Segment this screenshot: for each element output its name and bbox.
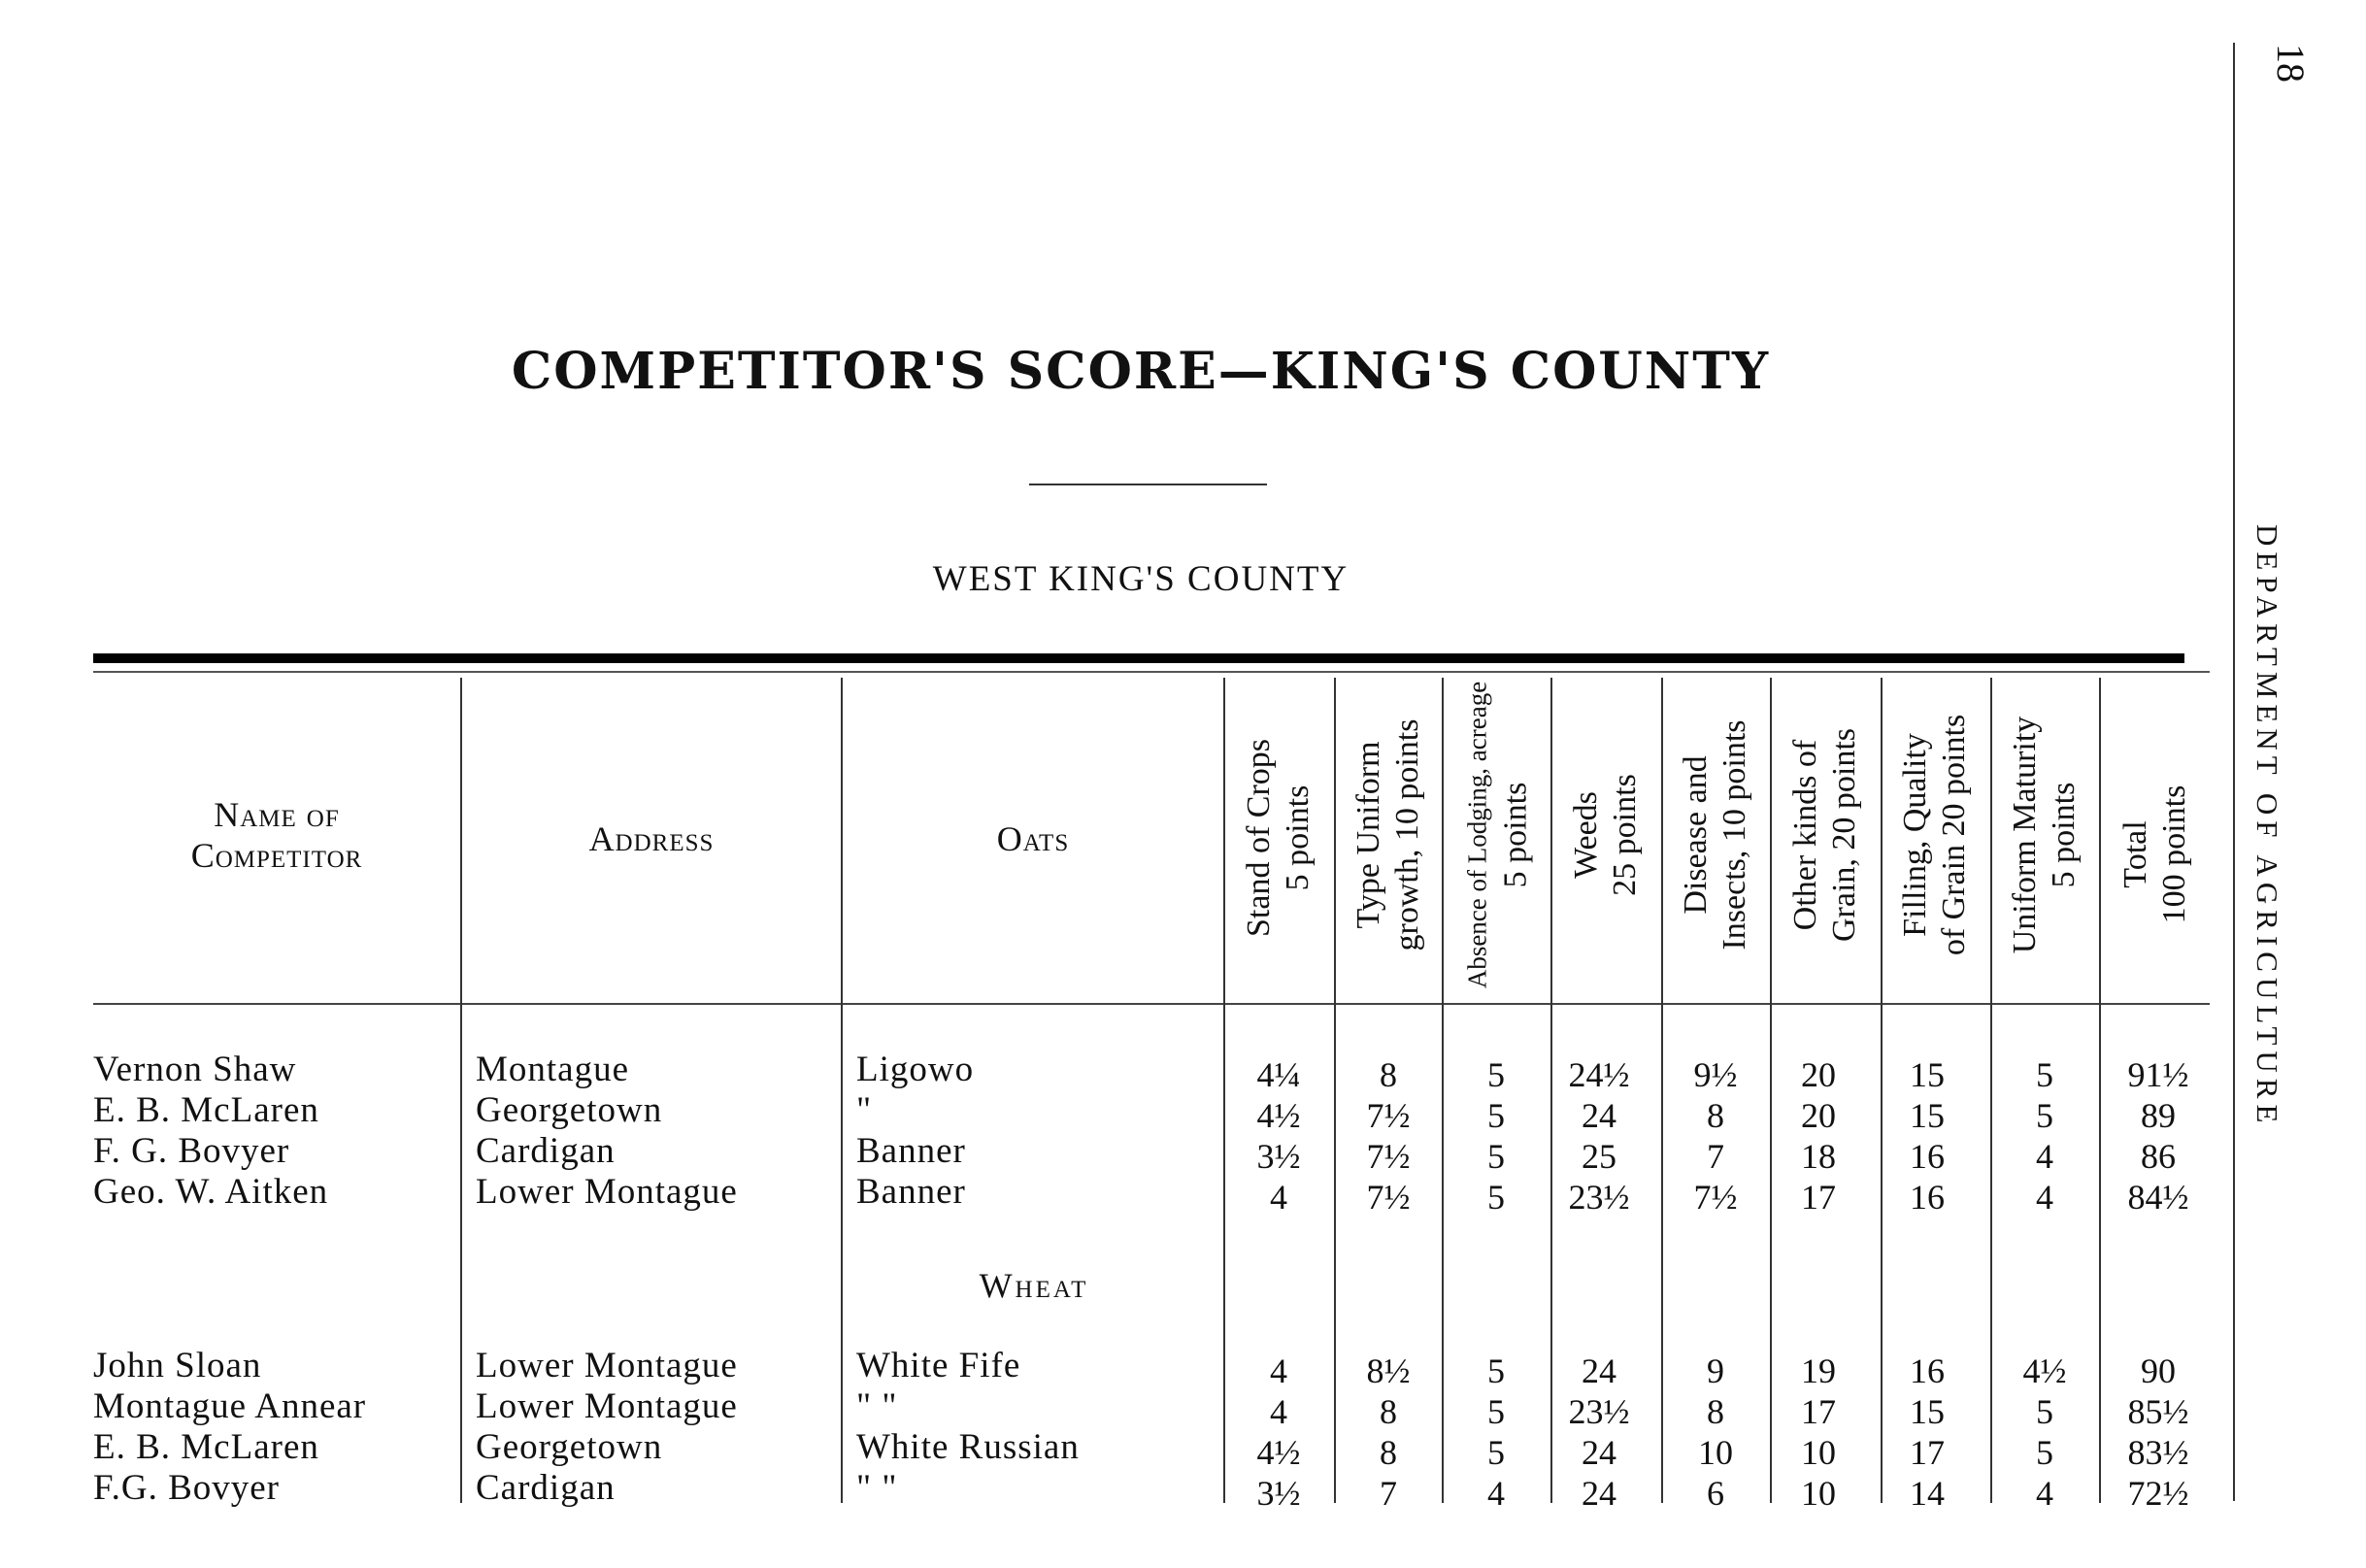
row-other: 19 <box>1801 1351 1836 1390</box>
row-weeds: 24 <box>1582 1433 1616 1472</box>
row-name: John Sloan <box>93 1346 262 1385</box>
row-variety: White Fife <box>856 1346 1021 1385</box>
row-address: Cardigan <box>476 1131 616 1171</box>
row-total: 91½ <box>2127 1055 2189 1094</box>
row-maturity: 5 <box>2036 1392 2053 1431</box>
header-filling-l2: of Grain 20 points <box>1936 714 1972 956</box>
row-name: Geo. W. Aitken <box>93 1172 329 1212</box>
row-address: Lower Montague <box>476 1346 738 1385</box>
row-total: 90 <box>2141 1351 2176 1390</box>
row-stand: 4 <box>1270 1178 1287 1217</box>
page-number <box>2269 44 2314 92</box>
row-maturity: 5 <box>2036 1055 2053 1094</box>
column-divider <box>1223 678 1225 1503</box>
header-total-l2: 100 points <box>2156 784 2192 924</box>
section-heading-wheat: Wheat <box>979 1266 1089 1305</box>
row-disease: 8 <box>1707 1392 1724 1431</box>
row-filling: 15 <box>1910 1096 1945 1135</box>
header-lodging-l2: 5 points <box>1497 782 1534 888</box>
column-divider <box>1661 678 1663 1503</box>
header-filling-l1: Filling, Quality <box>1897 733 1933 937</box>
row-weeds: 24 <box>1582 1096 1616 1135</box>
row-disease: 10 <box>1698 1433 1733 1472</box>
header-type-l1: Type Uniform <box>1350 741 1386 929</box>
header-stand-l2: 5 points <box>1280 784 1316 891</box>
header-weeds-l1: Weeds <box>1568 791 1604 879</box>
header-name <box>93 794 460 876</box>
row-name: Vernon Shaw <box>93 1050 297 1089</box>
header-disease-l2: Insects, 10 points <box>1716 719 1752 951</box>
row-variety: White Russian <box>856 1427 1080 1467</box>
row-address: Lower Montague <box>476 1386 738 1426</box>
row-type: 7½ <box>1366 1137 1411 1176</box>
row-stand: 4 <box>1270 1392 1287 1431</box>
row-stand: 3½ <box>1256 1474 1301 1513</box>
row-address: Georgetown <box>476 1090 663 1130</box>
row-type: 7½ <box>1366 1096 1411 1135</box>
row-lodging: 5 <box>1487 1178 1505 1217</box>
row-type: 7½ <box>1366 1178 1411 1217</box>
row-filling: 17 <box>1910 1433 1945 1472</box>
row-filling: 15 <box>1910 1055 1945 1094</box>
row-total: 83½ <box>2127 1433 2189 1472</box>
row-lodging: 5 <box>1487 1433 1505 1472</box>
row-maturity: 4 <box>2036 1137 2053 1176</box>
title-divider <box>1029 484 1267 485</box>
row-other: 20 <box>1801 1055 1836 1094</box>
column-divider <box>1990 678 1992 1503</box>
table-top-thin-rule <box>93 671 2210 673</box>
column-divider <box>2099 678 2101 1503</box>
row-disease: 8 <box>1707 1096 1724 1135</box>
row-name: E. B. McLaren <box>93 1427 319 1467</box>
row-filling: 16 <box>1910 1178 1945 1217</box>
row-stand: 4¼ <box>1256 1055 1301 1094</box>
row-maturity: 4 <box>2036 1178 2053 1217</box>
row-variety: " " <box>856 1386 898 1426</box>
row-maturity: 5 <box>2036 1096 2053 1135</box>
row-lodging: 5 <box>1487 1137 1505 1176</box>
page-title: COMPETITOR'S SCORE—KING'S COUNTY <box>511 342 1771 401</box>
row-name: E. B. McLaren <box>93 1090 319 1130</box>
row-total: 84½ <box>2127 1178 2189 1217</box>
header-address: Address <box>588 819 715 858</box>
table-top-thick-rule <box>93 653 2184 663</box>
header-disease-l1: Disease and <box>1678 755 1714 915</box>
row-address: Cardigan <box>476 1468 616 1508</box>
row-stand: 4½ <box>1256 1096 1301 1135</box>
row-variety: " " <box>856 1468 898 1508</box>
section-subtitle: WEST KING'S COUNTY <box>932 559 1350 599</box>
row-weeds: 24 <box>1582 1474 1616 1513</box>
row-lodging: 5 <box>1487 1055 1505 1094</box>
row-weeds: 24 <box>1582 1351 1616 1390</box>
row-total: 72½ <box>2127 1474 2189 1513</box>
column-divider <box>1442 678 1444 1503</box>
header-type-l2: growth, 10 points <box>1389 718 1425 951</box>
row-disease: 9½ <box>1693 1055 1738 1094</box>
row-weeds: 24½ <box>1568 1055 1630 1094</box>
row-variety: Ligowo <box>856 1050 975 1089</box>
header-stand-l1: Stand of Crops <box>1241 739 1277 937</box>
header-lodging-l1: Absence of Lodging, acreage <box>1462 681 1492 989</box>
row-weeds: 23½ <box>1568 1392 1630 1431</box>
row-lodging: 4 <box>1487 1474 1505 1513</box>
row-total: 85½ <box>2127 1392 2189 1431</box>
header-total-l1: Total <box>2117 820 2153 888</box>
row-maturity: 4 <box>2036 1474 2053 1513</box>
row-other: 10 <box>1801 1433 1836 1472</box>
margin-rule <box>2233 43 2235 1501</box>
row-filling: 15 <box>1910 1392 1945 1431</box>
row-disease: 7 <box>1707 1137 1724 1176</box>
row-weeds: 25 <box>1582 1137 1616 1176</box>
row-stand: 3½ <box>1256 1137 1301 1176</box>
running-head-text: DEPARTMENT OF AGRICULTURE <box>2250 524 2284 1129</box>
row-type: 8½ <box>1366 1351 1411 1390</box>
row-filling: 14 <box>1910 1474 1945 1513</box>
header-name-line2: Competitor <box>190 836 363 875</box>
row-other: 17 <box>1801 1392 1836 1431</box>
row-address: Montague <box>476 1050 630 1089</box>
row-address: Lower Montague <box>476 1172 738 1212</box>
row-other: 10 <box>1801 1474 1836 1513</box>
row-other: 18 <box>1801 1137 1836 1176</box>
row-total: 86 <box>2141 1137 2176 1176</box>
row-lodging: 5 <box>1487 1096 1505 1135</box>
row-name: Montague Annear <box>93 1386 367 1426</box>
row-weeds: 23½ <box>1568 1178 1630 1217</box>
column-divider <box>1334 678 1336 1503</box>
row-other: 20 <box>1801 1096 1836 1135</box>
row-maturity: 4½ <box>2022 1351 2067 1390</box>
row-variety: Banner <box>856 1131 966 1171</box>
row-name: F.G. Bovyer <box>93 1468 281 1508</box>
row-type: 8 <box>1380 1433 1397 1472</box>
column-divider <box>841 678 843 1503</box>
row-lodging: 5 <box>1487 1392 1505 1431</box>
row-disease: 9 <box>1707 1351 1724 1390</box>
header-weeds-l2: 25 points <box>1607 774 1643 896</box>
row-variety: " <box>856 1090 873 1130</box>
row-stand: 4 <box>1270 1351 1287 1390</box>
header-other-l2: Grain, 20 points <box>1826 727 1862 943</box>
row-total: 89 <box>2141 1096 2176 1135</box>
header-maturity-l1: Uniform Maturity <box>2007 716 2043 954</box>
row-other: 17 <box>1801 1178 1836 1217</box>
row-filling: 16 <box>1910 1351 1945 1390</box>
row-address: Georgetown <box>476 1427 663 1467</box>
row-disease: 7½ <box>1693 1178 1738 1217</box>
row-lodging: 5 <box>1487 1351 1505 1390</box>
header-bottom-rule <box>93 1003 2210 1005</box>
header-name-line1: Name of <box>214 795 340 834</box>
row-type: 7 <box>1380 1474 1397 1513</box>
row-variety: Banner <box>856 1172 966 1212</box>
row-name: F. G. Bovyer <box>93 1131 290 1171</box>
header-maturity-l2: 5 points <box>2046 782 2082 888</box>
row-maturity: 5 <box>2036 1433 2053 1472</box>
header-other-l1: Other kinds of <box>1787 739 1823 931</box>
column-divider <box>460 678 462 1503</box>
page-number-text: 18 <box>2269 44 2313 83</box>
row-type: 8 <box>1380 1392 1397 1431</box>
row-filling: 16 <box>1910 1137 1945 1176</box>
row-stand: 4½ <box>1256 1433 1301 1472</box>
row-type: 8 <box>1380 1055 1397 1094</box>
row-disease: 6 <box>1707 1474 1724 1513</box>
header-grain: Oats <box>996 819 1070 858</box>
